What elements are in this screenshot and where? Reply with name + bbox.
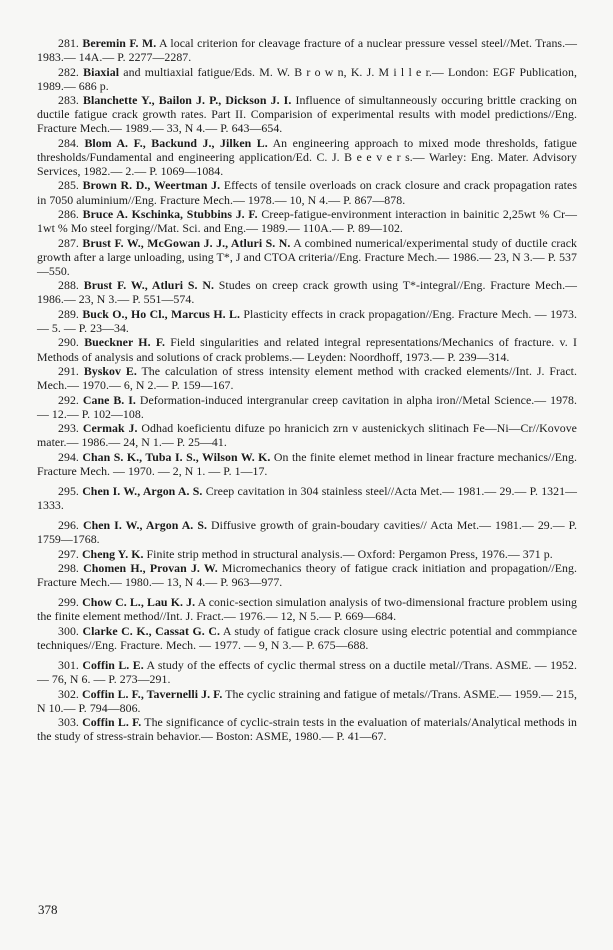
reference-text: Creep cavitation in 304 stainless steel//Acta Met.— 1981.— 29.— P. 1321—1333.: [37, 483, 577, 512]
reference-authors: Coffin L. F., Tavernelli J. F.: [82, 686, 223, 701]
reference-item: 289. Buck O., Ho Cl., Marcus H. L. Plasticity effects in crack propagation//Eng. Fracture Mech. — 1973. — 5. — P. 23—34.: [37, 306, 578, 335]
reference-text: A study of the effects of cyclic thermal stress on a ductile metal//Trans. ASME. — 1952. — 76, N 6. — P. 273—291.: [37, 657, 578, 687]
reference-text: Micromechanics theory of fatigue crack initiation and propagation//Eng. Fracture Mech.— 1980.— 13, N 4.— P. 963—977.: [37, 561, 577, 590]
reference-authors: Chen I. W., Argon A. S.: [82, 518, 207, 533]
reference-text: Finite strip method in structural analysis.— Oxford: Pergamon Press, 1976.— 371 p.: [146, 546, 553, 561]
reference-authors: Brown R. D., Weertman J.: [82, 178, 221, 193]
reference-item: 285. Brown R. D., Weertman J. Effects of tensile overloads on crack closure and crack propagation rates in 7050 aluminium//Eng. Fracture Mech.— 1978.— 10, N 4.— P. 867—878.: [37, 178, 577, 207]
reference-authors: Byskov E.: [83, 364, 137, 379]
reference-text: and multiaxial fatigue/Eds. M. W. B r o w n, K. J. M i l l e r.— London: EGF Publication, 1989.— 686 p.: [37, 64, 578, 93]
reference-item: 296. Chen I. W., Argon A. S. Diffusive growth of grain-boudary cavities// Acta Met.— 1981.— 29.— P. 1759—1768.: [37, 518, 578, 547]
reference-authors: Cane B. I.: [82, 392, 136, 407]
reference-text: Influence of simultanneously occuring brittle cracking on ductile fatigue crack growth rates. Part II. Comparision of experimental results with model predictions//Eng. Fracture Mech.— 1989.— 33, N 4.— P. 643—654.: [37, 93, 578, 136]
reference-text: An engineering approach to mixed mode thresholds, fatigue thresholds/Fundamental and engineering application/Ed. C. J. B e e v e r s.— Warley: Eng. Mater. Advisory Services, 1982.— 2.— P. 1069—1084.: [37, 135, 577, 178]
reference-item: 303. Coffin L. F. The significance of cyclic-strain tests in the evaluation of materials/Analytical methods in the study of stress-strain behavior.— Boston: ASME, 1980.— P. 41—67.: [37, 715, 578, 744]
reference-text: Field singularities and related integral representations/Mechanics of fracture. v. I Methods of analysis and solutions of crack problems.— Leyden: Noordhoff, 1973.— P. 239—314.: [37, 335, 577, 364]
reference-text: A conic-section simulation analysis of two-dimensional fracture problem using the finite element method//Int. J. Fract.— 1976.— 12, N 5.— P. 669—684.: [37, 595, 577, 624]
reference-text: A local criterion for cleavage fracture of a nuclear pressure vessel steel//Met. Trans.— 1983.— 14A.— P. 2277—2287.: [37, 36, 577, 65]
reference-text: On the finite elemet method in linear fracture mechanics//Eng. Fracture Mech. — 1970. — 2, N 1. — P. 1—17.: [37, 449, 577, 478]
reference-item: 300. Clarke C. K., Cassat G. C. A study of fatigue crack closure using electric potential and commpiance techniques//Eng. Fracture. Mech. — 1977. — 9, N 3.— P. 675—688.: [37, 623, 578, 652]
reference-text: Creep-fatigue-environment interaction in bainitic 2,25wt % Cr—1wt % Mo steel forging//Mat. Sci. and Eng.— 1989.— 110A.— P. 89—102.: [37, 207, 577, 236]
reference-authors: Bruce A. Kschinka, Stubbins J. F.: [82, 207, 258, 222]
reference-text: A combined numerical/experimental study of ductile crack growth after a large unloading, using T*, J and CTOA criteria//Eng. Fracture Mech.— 1986.— 23, N 3.— P. 537—550.: [37, 235, 578, 278]
reference-item: 290. Bueckner H. F. Field singularities and related integral representations/Mechanics of fracture. v. I Methods of analysis and solutions of crack problems.— Leyden: Noordhoff, 1973.— P. 239—314.: [37, 335, 577, 364]
page-number: 378: [38, 902, 58, 917]
reference-item: 294. Chan S. K., Tuba I. S., Wilson W. K. On the finite elemet method in linear fracture mechanics//Eng. Fracture Mech. — 1970. — 2, N 1. — P. 1—17.: [37, 449, 577, 478]
reference-item: 287. Brust F. W., McGowan J. J., Atluri S. N. A combined numerical/experimental study of ductile crack growth after a large unloading, using T*, J and CTOA criteria//Eng. Fracture Mech.— 1986.— 23, N 3.— P. 537—550.: [37, 235, 578, 278]
reference-text: Studes on creep crack growth using T*-integral//Eng. Fracture Mech.— 1986.— 23, N 3.— P. 551—574.: [37, 278, 578, 307]
reference-authors: Clarke C. K., Cassat G. C.: [82, 623, 220, 638]
reference-item: 299. Chow C. L., Lau K. J. A conic-section simulation analysis of two-dimensional fracture problem using the finite element method//Int. J. Fract.— 1976.— 12, N 5.— P. 669—684.: [37, 595, 577, 624]
reference-text: A study of fatigue crack closure using electric potential and commpiance techniques//Eng. Fracture. Mech. — 1977. — 9, N 3.— P. 675—688.: [37, 623, 578, 652]
reference-authors: Blanchette Y., Bailon J. P., Dickson J. I.: [83, 93, 292, 108]
reference-text: The calculation of stress intensity element method with cracked elements//Int. J. Fract. Mech.— 1970.— 6, N 2.— P. 159—167.: [37, 364, 577, 393]
reference-text: Odhad koeficientu difuze po hranicich zrn v austenickych slitinach Fe—Ni—Cr//Kovove mater.— 1986.— 24, N 1.— P. 25—41.: [37, 421, 577, 450]
reference-text: Deformation-induced intergranular creep cavitation in alpha iron//Metal Science.— 1978.— 12.— P. 102—108.: [37, 392, 578, 421]
reference-item: 301. Coffin L. E. A study of the effects of cyclic thermal stress on a ductile metal//Trans. ASME. — 1952. — 76, N 6. — P. 273—291.: [37, 657, 578, 687]
reference-item: 295. Chen I. W., Argon A. S. Creep cavitation in 304 stainless steel//Acta Met.— 1981.— 29.— P. 1321—1333.: [37, 483, 577, 512]
reference-item: 292. Cane B. I. Deformation-induced intergranular creep cavitation in alpha iron//Metal Science.— 1978.— 12.— P. 102—108.: [37, 392, 578, 421]
reference-item: 282. Biaxial and multiaxial fatigue/Eds. M. W. B r o w n, K. J. M i l l e r.— London: EGF Publication, 1989.— 686 p.: [37, 64, 578, 93]
reference-item: 291. Byskov E. The calculation of stress intensity element method with cracked elements//Int. J. Fract. Mech.— 1970.— 6, N 2.— P. 159—167.: [37, 364, 577, 393]
reference-authors: Coffin L. E.: [82, 657, 144, 672]
reference-item: 302. Coffin L. F., Tavernelli J. F. The cyclic straining and fatigue of metals//Trans. ASME.— 1959.— 215, N 10.— P. 794—806.: [37, 686, 577, 715]
reference-authors: Buck O., Ho Cl., Marcus H. L.: [82, 306, 240, 321]
reference-text: Effects of tensile overloads on crack closure and crack propagation rates in 7050 aluminium//Eng. Fracture Mech.— 1978.— 10, N 4.— P. 867—878.: [37, 178, 577, 207]
reference-authors: Biaxial: [83, 64, 120, 79]
reference-authors: Blom A. F., Backund J., Jilken L.: [84, 135, 268, 150]
reference-text: Diffusive growth of grain-boudary cavities// Acta Met.— 1981.— 29.— P. 1759—1768.: [37, 518, 578, 547]
reference-item: 293. Cermak J. Odhad koeficientu difuze po hranicich zrn v austenickych slitinach Fe—Ni—Cr//Kovove mater.— 1986.— 24, N 1.— P. 25—41.: [37, 421, 577, 450]
reference-item: 281. Beremin F. M. A local criterion for cleavage fracture of a nuclear pressure vessel steel//Met. Trans.— 1983.— 14A.— P. 2277—2287.: [37, 36, 577, 65]
reference-item: 283. Blanchette Y., Bailon J. P., Dickson J. I. Influence of simultanneously occuring brittle cracking on ductile fatigue crack growth rates. Part II. Comparision of experimental results with model predictions//Eng. Fracture Mech.— 1989.— 33, N 4.— P. 643—654.: [37, 93, 578, 136]
reference-authors: Cheng Y. K.: [81, 546, 144, 561]
reference-item: 284. Blom A. F., Backund J., Jilken L. An engineering approach to mixed mode thresholds, fatigue thresholds/Fundamental and engineering application/Ed. C. J. B e e v e r s.— Warley: Eng. Mater. Advisory Services, 1982.— 2.— P. 1069—1084.: [37, 135, 577, 178]
reference-authors: Beremin F. M.: [82, 36, 157, 50]
reference-authors: Chow C. L., Lau K. J.: [82, 595, 196, 610]
reference-authors: Coffin L. F.: [82, 715, 142, 730]
reference-text: The significance of cyclic-strain tests in the evaluation of materials/Analytical methods in the study of stress-strain behavior.— Boston: ASME, 1980.— P. 41—67.: [37, 715, 578, 744]
reference-authors: Brust F. W., Atluri S. N.: [83, 278, 214, 293]
reference-authors: Chan S. K., Tuba I. S., Wilson W. K.: [82, 449, 271, 464]
reference-list: [37, 36, 577, 744]
reference-authors: Chen I. W., Argon A. S.: [82, 483, 203, 498]
reference-item: 297. Cheng Y. K. Finite strip method in structural analysis.— Oxford: Pergamon Press, 1976.— 371 p.: [58, 546, 553, 561]
reference-item: 288. Brust F. W., Atluri S. N. Studes on creep crack growth using T*-integral//Eng. Fracture Mech.— 1986.— 23, N 3.— P. 551—574.: [37, 278, 578, 307]
reference-authors: Chomen H., Provan J. W.: [83, 561, 218, 576]
reference-authors: Bueckner H. F.: [84, 335, 166, 350]
reference-text: The cyclic straining and fatigue of metals//Trans. ASME.— 1959.— 215, N 10.— P. 794—806.: [37, 686, 577, 715]
reference-item: 286. Bruce A. Kschinka, Stubbins J. F. Creep-fatigue-environment interaction in bainitic 2,25wt % Cr—1wt % Mo steel forging//Mat. Sci. and Eng.— 1989.— 110A.— P. 89—102.: [37, 207, 577, 236]
reference-authors: Cermak J.: [82, 421, 138, 436]
reference-text: Plasticity effects in crack propagation//Eng. Fracture Mech. — 1973. — 5. — P. 23—34.: [37, 306, 578, 335]
reference-item: 298. Chomen H., Provan J. W. Micromechanics theory of fatigue crack initiation and propagation//Eng. Fracture Mech.— 1980.— 13, N 4.— P. 963—977.: [37, 561, 577, 590]
reference-authors: Brust F. W., McGowan J. J., Atluri S. N.: [82, 235, 291, 250]
